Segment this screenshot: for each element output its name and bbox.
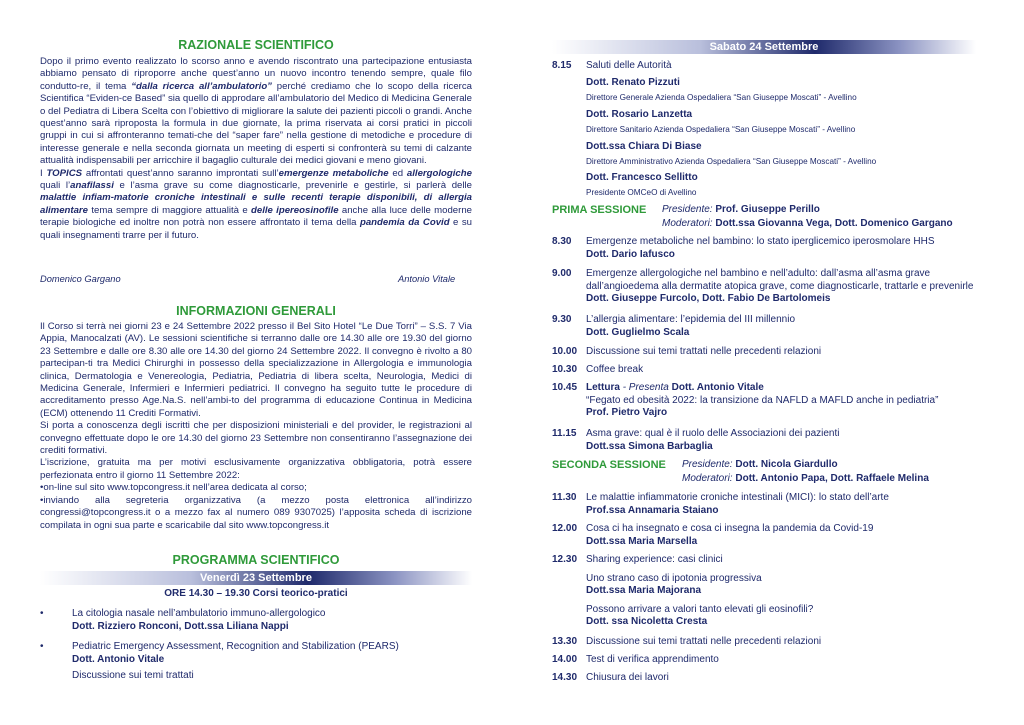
slot-title: Cosa ci ha insegnato e cosa ci insegna la pandemia da Covid-19 bbox=[586, 523, 874, 534]
text-run: I bbox=[40, 167, 47, 179]
case-1-title: Uno strano caso di ipotonia progressiva bbox=[586, 572, 762, 584]
moderators-names: Dott. Antonio Papa, Dott. Raffaele Melina bbox=[735, 473, 929, 484]
slot-content bbox=[586, 523, 976, 548]
friday-item-3: Discussione sui temi trattati bbox=[72, 670, 194, 681]
text-run: e l’asma grave su come diagnosticarle, prevenirle e gestirle, si parlerà delle bbox=[113, 180, 472, 192]
friday-item-1 bbox=[40, 608, 472, 633]
slot-content bbox=[586, 492, 976, 517]
text-run: “dalla ricerca all’ambulatorio” bbox=[131, 80, 272, 92]
saturday-day-band: Sabato 24 Settembre bbox=[552, 40, 976, 54]
friday-item-2-title: Pediatric Emergency Assessment, Recognition and Stabilization (PEARS) bbox=[72, 641, 399, 652]
case-2-speaker: Dott. ssa Nicoletta Cresta bbox=[586, 616, 708, 627]
slot-title: Emergenze allergologiche nel bambino e nell’adulto: dall’asma all’asma grave dall’angioedema alla dermatite atopica grave, come diagnosticarle, trattarle e prevenirle bbox=[586, 268, 974, 292]
slot-title: Le malattie infiammatorie croniche intestinali (MICI): lo stato dell’arte bbox=[586, 492, 889, 503]
slot-title: Chiusura dei lavori bbox=[586, 672, 669, 683]
info-title: INFORMAZIONI GENERALI bbox=[176, 304, 336, 318]
signatures bbox=[40, 274, 472, 288]
slot-content bbox=[586, 554, 976, 629]
president-label: Presidente: bbox=[662, 204, 713, 215]
text-run: www.topcongress.it bbox=[246, 519, 330, 531]
info-paragraph-2 bbox=[40, 420, 472, 457]
moderators-label: Moderatori: bbox=[662, 218, 713, 229]
slot-speaker: Prof. Pietro Vajro bbox=[586, 407, 668, 418]
info-paragraph-4 bbox=[40, 482, 472, 494]
session-2-header bbox=[552, 459, 976, 487]
lecture-label: Lettura bbox=[586, 382, 620, 393]
slot-title: Test di verifica apprendimento bbox=[586, 654, 719, 665]
slot-title: Saluti delle Autorità bbox=[586, 60, 672, 71]
text-run: malattie infiam-matorie croniche intestinali e sulle recenti terapie disponibili, di allergia alimentare bbox=[40, 192, 472, 216]
slot-title: Emergenze metaboliche nel bambino: lo stato iperglicemico iperosmolare HHS bbox=[586, 236, 935, 247]
slot-title: L’allergia alimentare: l’epidemia del III millennio bbox=[586, 314, 795, 325]
info-paragraph-1 bbox=[40, 321, 472, 420]
text-run: Si porta a conoscenza degli iscritti che per disposizioni ministeriali e del provider, le registrazioni al convegno effettuate dopo le ore 14.30 del giorno 23 Settembre non consentiranno l’assegnazione dei crediti formativi. bbox=[40, 420, 472, 457]
slot-speaker: Dott. Dario Iafusco bbox=[586, 248, 675, 260]
text-run: nell’area dedicata al corso; bbox=[190, 482, 307, 494]
slot-time: 10.45 bbox=[552, 382, 578, 393]
text-run: Dopo il primo evento realizzato lo scorso anno e avendo riscontrato una partecipazione entusiasta abbiamo pensato di riproporre anche quest’anno un nuovo incontro tenendo sempre, quale filo condutto-re, il tema bbox=[40, 56, 472, 92]
text-run: delle ipereosinofile bbox=[251, 204, 339, 216]
rationale-paragraph-1 bbox=[40, 56, 472, 168]
moderators-names: Dott.ssa Giovanna Vega, Dott. Domenico Gargano bbox=[715, 218, 953, 229]
info-paragraph-5 bbox=[40, 495, 472, 532]
session-president bbox=[662, 204, 820, 217]
slot-title: Sharing experience: casi clinici bbox=[586, 554, 723, 565]
authority-name: Dott. Francesco Sellitto bbox=[586, 172, 698, 183]
text-run: allergologiche bbox=[406, 167, 472, 179]
text-run: Il Corso si terrà nei giorni 23 e 24 Settembre 2022 bbox=[40, 321, 256, 332]
session-label: SECONDA SESSIONE bbox=[552, 459, 666, 471]
slot-title: Asma grave: qual è il ruolo delle Associazioni dei pazienti bbox=[586, 428, 840, 439]
slot-time: 13.30 bbox=[552, 636, 578, 647]
slot-content bbox=[586, 314, 976, 339]
lecture-presenter: Dott. Antonio Vitale bbox=[671, 382, 764, 393]
session-moderators bbox=[682, 473, 929, 486]
text-run: : bbox=[237, 469, 240, 481]
authority-role: Direttore Amministrativo Azienda Ospedaliera “San Giuseppe Moscati” - Avellino bbox=[586, 157, 877, 166]
friday-day-band: Venerdì 23 Settembre bbox=[40, 571, 472, 585]
session-1-header bbox=[552, 204, 976, 232]
authority-name: Dott. Rosario Lanzetta bbox=[586, 109, 693, 120]
slot-speaker: Dott.ssa Maria Marsella bbox=[586, 535, 698, 547]
slot-content bbox=[586, 236, 976, 261]
text-run: •inviando alla segreteria organizzativa (a mezzo posta elettronica all’indirizzo bbox=[40, 494, 472, 506]
friday-item-2-speakers: Dott. Antonio Vitale bbox=[72, 653, 165, 665]
text-run: www.topcongress.it bbox=[107, 482, 191, 494]
friday-hours: ORE 14.30 – 19.30 Corsi teorico-pratici bbox=[164, 588, 348, 599]
text-run: anche alla luce delle moderne terapie biologiche ed inoltre non potrà non essere affrontato il tema della bbox=[40, 204, 472, 229]
text-run: •on-line sul sito bbox=[40, 482, 108, 494]
slot-time: 14.30 bbox=[552, 672, 578, 683]
text-run: affrontati quest’anno saranno improntati sull’ bbox=[82, 167, 279, 179]
rationale-section bbox=[40, 56, 472, 242]
bullet: • bbox=[40, 641, 44, 652]
text-run: e su quali insegnamenti trarre per il futuro. bbox=[40, 217, 472, 241]
friday-item-1-speakers: Dott. Rizziero Ronconi, Dott.ssa Liliana Nappi bbox=[72, 620, 289, 632]
lecture-header bbox=[586, 382, 976, 395]
authority-role: Direttore Generale Azienda Ospedaliera “San Giuseppe Moscati” - Avellino bbox=[586, 93, 857, 102]
slot-title: Coffee break bbox=[586, 364, 644, 375]
slot-title: Discussione sui temi trattati nelle precedenti relazioni bbox=[586, 346, 822, 357]
session-president bbox=[682, 459, 838, 472]
session-label: PRIMA SESSIONE bbox=[552, 204, 647, 216]
rationale-paragraph-2 bbox=[40, 168, 472, 242]
text-run: presso il Bel Sito Hotel “Le Due Torri” – S.S. 7 Via Appia, Manocalzati (AV). Le sessioni scientifiche si terranno dalle ore 14.30 alle ore 19.30 del giorno 23 Settembre e dalle ore 8.30 alle ore 14.30 del giorno 24 Settembre 2022. Il convegno è rivolto a 80 partecipan-ti tra Medici Chirurghi in possesso della specializzazione in Allergologia e immunologia clinica, Dermatologia e Venereologia, Pediatria, Pediatria di libera scelta, Neurologia, Medici di Medicina Generale, Infermieri e Infermieri pediatrici. Il convegno ha seguito tutte le procedure di accreditamento presso Age.Na.S. nell’ambi-to del programma di educazione Continua in Medicina (ECM) ottenendo 11 Crediti Formativi. bbox=[40, 321, 472, 419]
text-run: perché crediamo che lo scopo della ricerca Scientifica “Eviden-ce Based” sia quello di approdare all’ambulatorio del Medico di Medicina Generale o del Pediatra di Libera Scelta con l’obiettivo di migliorare la salute dei pazienti piccoli o grandi. Anche quest’anno sarà riproposta la formula in due giornate, la prima riservata ai corsi pratici in piccoli gruppi in cui si affronteranno temati-che del “saper fare” nella gestione di metodiche e procedure di interesse generale e nella seconda giornata un meeting di esperti si confronterà su temi di calzante attualità indispensabili per arricchire il bagaglio culturale dei medici giovani e meno giovani. bbox=[40, 80, 472, 167]
slot-content bbox=[586, 428, 976, 453]
slot-time: 14.00 bbox=[552, 654, 578, 665]
president-label: Presidente: bbox=[682, 459, 733, 470]
slot-time: 8.30 bbox=[552, 236, 572, 247]
text-run: , potrà essere perfezionata bbox=[40, 457, 472, 481]
slot-time: 11.30 bbox=[552, 492, 577, 503]
text-run: quali l’ bbox=[40, 180, 71, 192]
text-run: tema sempre di maggiore attualità e bbox=[88, 204, 251, 216]
program-title: PROGRAMMA SCIENTIFICO bbox=[172, 553, 340, 567]
lecture-presents: - Presenta bbox=[622, 382, 669, 393]
info-paragraph-3 bbox=[40, 457, 472, 482]
rationale-title: RAZIONALE SCIENTIFICO bbox=[178, 38, 334, 52]
moderators-label: Moderatori: bbox=[682, 473, 733, 484]
text-run: emergenze metaboliche bbox=[278, 167, 389, 179]
slot-time: 12.00 bbox=[552, 523, 578, 534]
text-run: congressi@topcongress.it bbox=[40, 507, 151, 519]
slot-time: 10.30 bbox=[552, 364, 578, 375]
slot-speaker: Dott.ssa Simona Barbaglia bbox=[586, 440, 713, 452]
slot-time: 9.00 bbox=[552, 268, 572, 279]
info-section bbox=[40, 321, 472, 532]
text-run: entro il giorno 11 Settembre 2022 bbox=[95, 469, 238, 481]
president-name: Prof. Giuseppe Perillo bbox=[715, 204, 820, 215]
text-run: anafilassi bbox=[70, 180, 114, 192]
friday-item-2 bbox=[40, 641, 472, 666]
slot-speaker: Dott. Giuseppe Furcolo, Dott. Fabio De Bartolomeis bbox=[586, 293, 831, 304]
text-run: L’iscrizione, gratuita ma per motivi esclusivamente organizzativa obbligatoria bbox=[40, 457, 403, 469]
text-run: pandemia da Covid bbox=[359, 217, 450, 229]
bullet: • bbox=[40, 608, 44, 619]
slot-time: 9.30 bbox=[552, 314, 572, 325]
text-run: o a mezzo fax al numero 089 9307025) l’apposita scheda di iscrizione compilata in ogni sua parte e scaricabile dal sito bbox=[40, 507, 472, 531]
authority-name: Dott. Renato Pizzuti bbox=[586, 77, 680, 88]
slot-speaker: Dott. Guglielmo Scala bbox=[586, 326, 690, 338]
text-run: TOPICS bbox=[46, 167, 83, 179]
slot-time: 12.30 bbox=[552, 554, 578, 565]
text-run: ed bbox=[388, 167, 407, 179]
authority-name: Dott.ssa Chiara Di Biase bbox=[586, 141, 702, 152]
slot-time: 11.15 bbox=[552, 428, 577, 439]
slot-time: 8.15 bbox=[552, 60, 572, 71]
slot-content bbox=[586, 268, 976, 306]
signature-vitale: Antonio Vitale bbox=[398, 274, 456, 284]
session-moderators bbox=[662, 218, 953, 231]
friday-item-1-title: La citologia nasale nell’ambulatorio immuno-allergologico bbox=[72, 608, 326, 619]
slot-title: Discussione sui temi trattati nelle precedenti relazioni bbox=[586, 636, 822, 647]
authority-role: Direttore Sanitario Azienda Ospedaliera “San Giuseppe Moscati” - Avellino bbox=[586, 125, 856, 134]
case-2-title: Possono arrivare a valori tanto elevati gli eosinofili? bbox=[586, 603, 814, 615]
signature-gargano: Domenico Gargano bbox=[40, 274, 121, 284]
slot-time: 10.00 bbox=[552, 346, 578, 357]
slot-title: “Fegato ed obesità 2022: la transizione da NAFLD a MAFLD anche in pediatria” bbox=[586, 394, 939, 406]
slot-speaker: Prof.ssa Annamaria Staiano bbox=[586, 504, 719, 516]
president-name: Dott. Nicola Giardullo bbox=[735, 459, 838, 470]
authority-role: Presidente OMCeO di Avellino bbox=[586, 188, 697, 197]
case-1-speaker: Dott.ssa Maria Majorana bbox=[586, 585, 702, 596]
slot-content bbox=[586, 382, 976, 420]
